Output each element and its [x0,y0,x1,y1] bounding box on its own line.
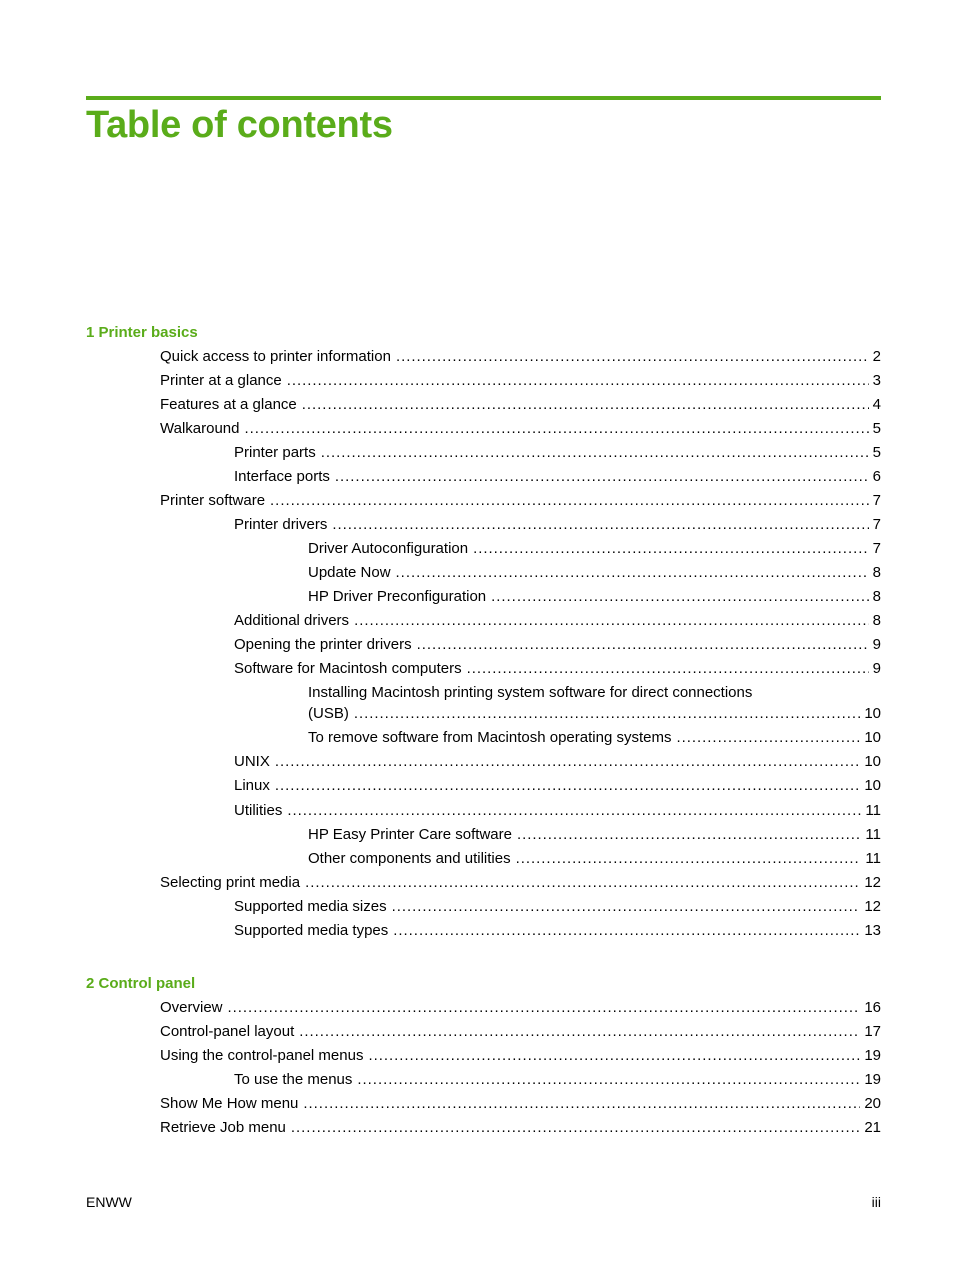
toc-entry-text: Other components and utilities [308,850,511,867]
dot-leader [396,348,869,366]
toc-entry-text: Selecting print media [160,874,301,891]
dot-leader [305,874,860,892]
toc-page-number: 10 [864,729,881,746]
toc-page-number: 12 [864,898,881,915]
toc-entry[interactable] [234,898,881,916]
toc-entry[interactable] [234,802,881,820]
toc-page-number: 11 [865,826,881,843]
toc-entry[interactable] [308,729,881,747]
toc-page-number: 10 [864,705,881,722]
title-rule [86,96,881,100]
toc-entry-text: HP Easy Printer Care software [308,826,512,843]
dot-leader [417,636,869,654]
dot-leader [291,1119,860,1137]
toc-entry[interactable] [308,705,881,723]
dot-leader [287,802,861,820]
toc-entry[interactable] [160,874,881,892]
dot-leader [516,850,862,868]
toc-entry-text: Software for Macintosh computers [234,660,462,677]
dot-leader [467,660,869,678]
toc-entry[interactable] [234,777,881,795]
toc-entry[interactable] [234,516,881,534]
toc-entry-first-line[interactable]: Installing Macintosh printing system software for direct connections [308,684,753,701]
chapter-heading-2[interactable]: 2 Control panel [86,975,196,992]
toc-page-number: 2 [872,348,881,365]
dot-leader [517,826,861,844]
dot-leader [676,729,860,747]
dot-leader [368,1047,860,1065]
toc-page-number: 4 [872,396,881,413]
toc-entry[interactable] [160,1095,881,1113]
toc-entry[interactable] [308,588,881,606]
dot-leader [392,898,861,916]
toc-page-number: 20 [864,1095,881,1112]
toc-page-number: 11 [865,802,881,819]
toc-entry-text: Printer at a glance [160,372,282,389]
toc-entry-text: Utilities [234,802,283,819]
toc-entry-text: Update Now [308,564,391,581]
toc-page-number: 19 [864,1071,881,1088]
dot-leader [335,468,869,486]
toc-page-number: 8 [872,588,881,605]
dot-leader [287,372,869,390]
toc-entry-text: UNIX [234,753,270,770]
toc-entry[interactable] [160,396,881,414]
toc-entry[interactable] [234,444,881,462]
dot-leader [354,612,869,630]
dot-leader [270,492,869,510]
dot-leader [228,999,861,1017]
toc-entry[interactable] [308,850,881,868]
chapter-heading-1[interactable]: 1 Printer basics [86,324,198,341]
toc-entry[interactable] [234,753,881,771]
toc-entry[interactable] [160,492,881,510]
toc-entry[interactable] [308,826,881,844]
toc-entry[interactable] [234,660,881,678]
toc-page-number: 19 [864,1047,881,1064]
dot-leader [303,1095,860,1113]
toc-entry[interactable] [234,468,881,486]
toc-entry-text: Printer software [160,492,266,509]
dot-leader [275,753,860,771]
toc-entry-text: Interface ports [234,468,330,485]
toc-entry-text: Additional drivers [234,612,350,629]
toc-page-number: 5 [872,444,881,461]
toc-page-number: 13 [864,922,881,939]
footer-page-number: iii [871,1194,881,1210]
dot-leader [275,777,860,795]
dot-leader [244,420,868,438]
toc-page-number: 3 [872,372,881,389]
toc-entry[interactable] [160,348,881,366]
toc-page-number: 8 [872,564,881,581]
toc-entry[interactable] [160,372,881,390]
toc-page-number: 21 [864,1119,881,1136]
toc-entry-text: Walkaround [160,420,240,437]
toc-page-number: 10 [864,753,881,770]
toc-entry-text: Supported media sizes [234,898,387,915]
dot-leader [491,588,869,606]
dot-leader [354,705,860,723]
toc-entry-text: Printer parts [234,444,316,461]
toc-entry-text: (USB) [308,705,349,722]
toc-entry[interactable] [234,1071,881,1089]
dot-leader [321,444,869,462]
toc-entry[interactable] [308,540,881,558]
toc-page-number: 9 [872,660,881,677]
dot-leader [473,540,869,558]
toc-entry[interactable] [234,612,881,630]
toc-page-number: 7 [872,540,881,557]
toc-entry-text: Quick access to printer information [160,348,391,365]
toc-entry-text: Supported media types [234,922,389,939]
toc-page-number: 7 [872,516,881,533]
footer-left-label: ENWW [86,1194,132,1210]
toc-entry-text: To remove software from Macintosh operating systems [308,729,672,746]
dot-leader [357,1071,860,1089]
dot-leader [396,564,869,582]
toc-entry[interactable] [160,420,881,438]
toc-page-number: 16 [864,999,881,1016]
toc-entry-text: To use the menus [234,1071,353,1088]
toc-page-number: 6 [872,468,881,485]
toc-page-number: 17 [864,1023,881,1040]
dot-leader [302,396,869,414]
toc-entry[interactable] [234,922,881,940]
toc-entry-text: Linux [234,777,270,794]
toc-entry-text: Show Me How menu [160,1095,299,1112]
toc-page-number: 12 [864,874,881,891]
toc-page-number: 8 [872,612,881,629]
toc-entry-text: Control-panel layout [160,1023,295,1040]
toc-entry-text: HP Driver Preconfiguration [308,588,487,605]
toc-entry[interactable] [160,1047,881,1065]
toc-entry-text: Using the control-panel menus [160,1047,364,1064]
dot-leader [393,922,860,940]
toc-page-number: 11 [865,850,881,867]
toc-page-number: 9 [872,636,881,653]
toc-entry-text: Printer drivers [234,516,328,533]
toc-entry[interactable] [308,564,881,582]
page-title: Table of contents [86,104,393,146]
toc-entry[interactable] [160,1119,881,1137]
toc-entry[interactable] [160,1023,881,1041]
toc-page-number: 5 [872,420,881,437]
toc-entry-text: Driver Autoconfiguration [308,540,469,557]
toc-entry-text: Retrieve Job menu [160,1119,286,1136]
toc-page-number: 7 [872,492,881,509]
toc-entry-text: Overview [160,999,223,1016]
toc-entry-text: Features at a glance [160,396,297,413]
toc-entry[interactable] [234,636,881,654]
dot-leader [299,1023,860,1041]
toc-page-number: 10 [864,777,881,794]
dot-leader [332,516,868,534]
toc-entry-text: Opening the printer drivers [234,636,412,653]
toc-entry[interactable] [160,999,881,1017]
